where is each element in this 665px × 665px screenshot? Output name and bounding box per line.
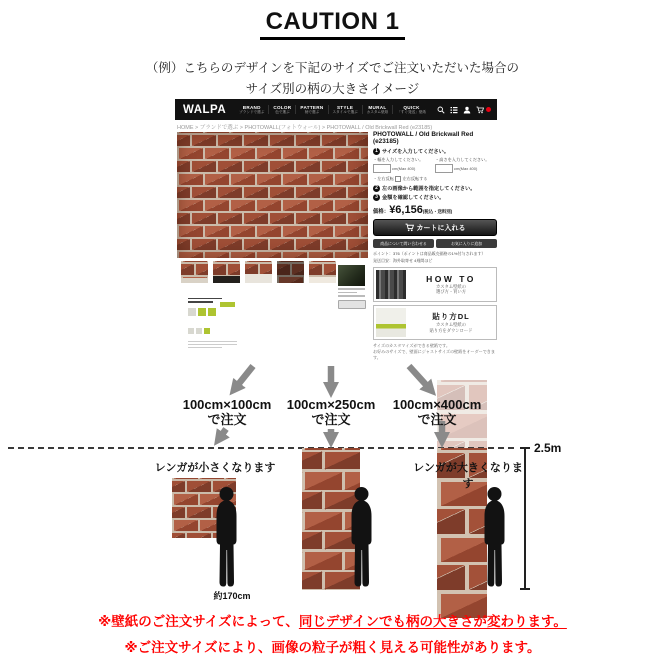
- favorite-button[interactable]: お気に入りに追加: [436, 239, 497, 248]
- size-labels-row: [373, 157, 497, 163]
- person-silhouette-1: [206, 486, 247, 590]
- breadcrumb[interactable]: HOME > ブランドで選ぶ > PHOTOWALL(フォトウォール) > PHOTOWALL / Old Brickwall Red (e23185): [177, 125, 433, 131]
- size-guide-green-button: [220, 302, 235, 307]
- subtitle: [0, 58, 665, 99]
- site-logo[interactable]: WALPA: [183, 103, 227, 116]
- inquiry-button[interactable]: 商品について問い合わせる: [373, 239, 434, 248]
- flip-label: ・左右反転: [373, 175, 394, 181]
- site-header: [175, 99, 497, 120]
- thumbnail-5[interactable]: [309, 261, 336, 283]
- bricks-smaller-note: レンガが小さくなります: [154, 462, 276, 474]
- size-guide-diagram: [188, 296, 237, 356]
- flip-checkbox-label: 左右反転する: [402, 175, 428, 181]
- list-icon[interactable]: [450, 106, 458, 114]
- height-label: ・高さを入力してください。: [435, 156, 490, 162]
- product-panel: [373, 131, 497, 361]
- height-unit: cm(Max 400): [454, 165, 478, 171]
- account-icon[interactable]: [463, 106, 471, 114]
- cart-icon: [405, 223, 414, 232]
- step-3: 3 金額を確認してください。: [373, 194, 497, 201]
- size-inputs-row: [373, 164, 497, 173]
- nav-item-brand[interactable]: BRAND ブランドで選ぶ: [239, 104, 265, 115]
- order-size-label-100x250: 100cm×250cm で注文: [286, 397, 376, 428]
- search-icon[interactable]: [437, 106, 445, 114]
- howto-box[interactable]: HOW TO カスタム壁紙の 選び方・買い方: [373, 267, 497, 302]
- sample-widget-button[interactable]: [338, 300, 366, 309]
- step-2: 2 左の画像から範囲を指定してください。: [373, 185, 497, 192]
- width-unit: cm(Max 400): [392, 165, 416, 171]
- add-to-cart-button[interactable]: カートに入れる: [373, 219, 497, 236]
- nav-item-style[interactable]: STYLE スタイルで選ぶ: [328, 105, 362, 114]
- flip-checkbox[interactable]: [395, 176, 402, 183]
- order-size-label-100x400: 100cm×400cm で注文: [392, 397, 482, 428]
- width-label: ・幅を入力してください。: [373, 156, 424, 162]
- wall-height-label: 2.5m: [534, 441, 562, 455]
- height-input[interactable]: [435, 164, 453, 173]
- step-2-number: 2: [373, 185, 380, 192]
- header-icons: [432, 106, 491, 114]
- paste-dl-image: [376, 308, 406, 337]
- product-description: サイズのカスタマイズができる壁紙です。 お好みのサイズで、壁面にジャストサイズの壁紙をオーダーできます。: [373, 342, 495, 360]
- main-nav: [235, 99, 430, 120]
- subtitle-line1: （例）こちらのデザインを下記のサイズでご注文いただいた場合の: [145, 61, 520, 75]
- sample-widget[interactable]: [338, 265, 365, 336]
- person-silhouette-2: [341, 486, 382, 590]
- product-page-screenshot: [175, 97, 497, 373]
- sample-widget-image: [338, 265, 365, 286]
- subtitle-line2: サイズ別の柄の大きさイメージ: [245, 81, 420, 96]
- nav-item-mural[interactable]: MURAL カスタム壁紙: [362, 105, 393, 114]
- shipping-note: 発送目安：海外取寄せ 4週間ほど: [373, 258, 433, 264]
- cart-icon[interactable]: [476, 106, 484, 114]
- thumbnail-strip: [181, 261, 336, 283]
- nav-item-quick[interactable]: QUICK 「すぐ発送」壁紙: [392, 105, 430, 114]
- thumbnail-3[interactable]: [245, 261, 272, 283]
- thumbnail-4[interactable]: [277, 261, 304, 283]
- price-note: (税込・送料別): [422, 209, 453, 214]
- product-title: PHOTOWALL / Old Brickwall Red (e23185): [373, 131, 474, 145]
- price-row: [373, 204, 497, 216]
- thumbnail-2[interactable]: [213, 261, 240, 283]
- warning-note-1: ※壁紙のご注文サイズによって、同じデザインでも柄の大きさが変わります。: [98, 614, 567, 629]
- paste-dl-title: 貼り方DL: [432, 312, 470, 322]
- person-silhouette-3: [474, 486, 515, 590]
- step-1: 1 サイズを入力してください。: [373, 148, 497, 155]
- product-main-image[interactable]: [177, 132, 368, 258]
- cart-badge: [486, 107, 491, 112]
- width-input[interactable]: [373, 164, 391, 173]
- bricks-larger-note: レンガが大きくなります: [413, 462, 523, 490]
- point-note: ポイント：376（ポイントは商品販売価格の1%付与されます）: [373, 250, 486, 256]
- page-title: CAUTION 1: [0, 8, 665, 40]
- price-label: 価格：: [373, 209, 390, 215]
- flip-row: [373, 176, 497, 183]
- step-3-number: 3: [373, 194, 380, 201]
- thumbnail-1[interactable]: [181, 261, 208, 283]
- howto-title: HOW TO: [426, 273, 476, 284]
- nav-item-pattern[interactable]: PATTERN 柄で選ぶ: [295, 105, 327, 114]
- price-value: ¥6,156: [389, 204, 423, 216]
- step-1-number: 1: [373, 148, 380, 155]
- paste-dl-box[interactable]: 貼り方DL カスタム壁紙の 貼り方をダウンロード: [373, 305, 497, 340]
- nav-item-color[interactable]: COLOR 色で選ぶ: [268, 105, 295, 114]
- howto-image: [376, 270, 406, 299]
- secondary-buttons: [373, 239, 497, 248]
- warning-note-2: ※ご注文サイズにより、画像の粒子が粗く見える可能性があります。: [124, 640, 541, 655]
- person-height-label: 約170cm: [213, 591, 251, 601]
- order-size-label-100x100: 100cm×100cm で注文: [182, 397, 272, 428]
